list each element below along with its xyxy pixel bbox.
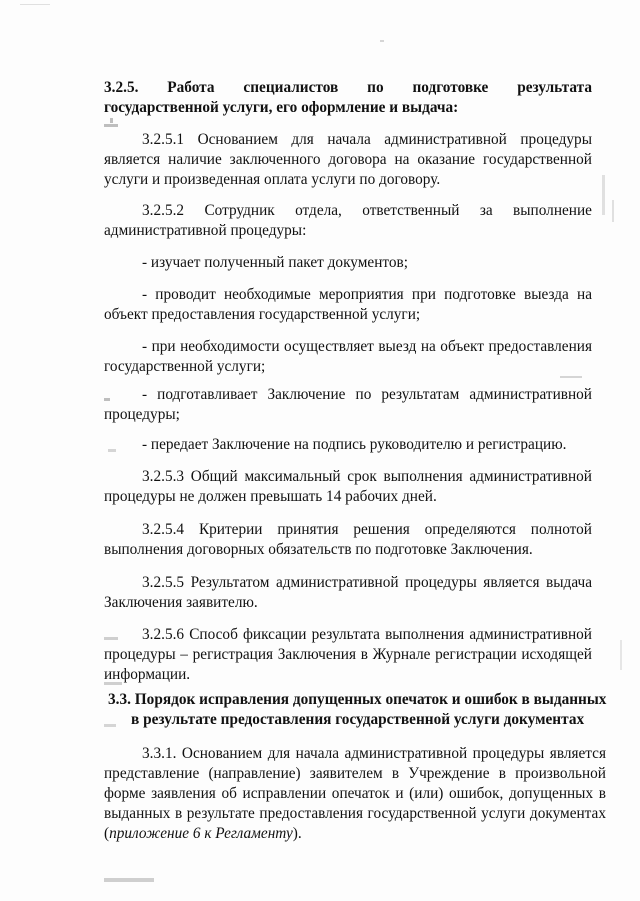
list-item-prepare-visit: - проводит необходимые мероприятия при подготовке выезда на объект предоставления государственной услуги; — [104, 286, 592, 323]
scan-speck — [104, 682, 122, 685]
paragraph-word: отдела, — [295, 202, 342, 219]
scan-speck — [104, 398, 110, 401]
paragraph-3-2-5-1: 3.2.5.1 Основанием для начала административной процедуры является наличие заключенного договора на оказание государственной услуги и произведенная оплата услуги по договору. — [104, 131, 592, 188]
list-item-submit-conclusion: - передает Заключение на подпись руководителю и регистрацию. — [142, 436, 567, 453]
paragraph-word: за — [479, 202, 493, 219]
paragraph-3-3-1-main: 3.3.1. Основанием для начала административной процедуры является представление (направление) заявителем в Учреждение в произвольной форме заявления об исправлении опечаток и (или) ошибок, допущенных в выданных в результате предоставления государственной услуги документах ( — [104, 745, 606, 842]
scan-speck — [104, 124, 118, 127]
scan-speck — [620, 640, 622, 670]
paragraph-3-2-5-5: 3.2.5.5 Результатом административной процедуры является выдача Заключения заявителю. — [104, 574, 592, 611]
paragraph-3-2-5-3: 3.2.5.3 Общий максимальный срок выполнения административной процедуры не должен превышать 14 рабочих дней. — [104, 468, 592, 505]
heading-word: подготовке — [412, 79, 489, 96]
paragraph-word: 3.2.5.2 — [142, 202, 185, 219]
scan-speck — [612, 200, 614, 222]
paragraph-3-3-1-end: ). — [292, 825, 302, 842]
paragraph-word: выполнение — [513, 202, 592, 219]
scan-speck — [20, 4, 50, 5]
paragraph-3-2-5-4: 3.2.5.4 Критерии принятия решения определяются полнотой выполнения договорных обязательств по подготовке Заключения. — [104, 521, 592, 558]
heading-word: результата — [517, 79, 592, 96]
appendix-reference: приложение 6 к Регламенту — [109, 825, 293, 842]
scan-speck — [110, 118, 113, 123]
list-item-study-documents: - изучает полученный пакет документов; — [142, 254, 408, 271]
paragraph-3-2-5-2-line1 — [104, 201, 592, 221]
heading-word: специалистов — [243, 79, 339, 96]
section-3-2-5-heading-line2: государственной услуги, его оформление и выдача: — [104, 99, 459, 116]
list-item-prepare-conclusion: - подготавливает Заключение по результатам административной процедуры; — [104, 386, 592, 423]
scan-speck — [104, 878, 154, 882]
heading-word: Работа — [167, 79, 215, 96]
paragraph-3-3-1 — [104, 744, 606, 844]
section-3-2-5-heading-line1 — [104, 78, 592, 98]
scan-speck — [104, 637, 118, 640]
scan-speck — [104, 724, 116, 727]
heading-word: 3.2.5. — [104, 79, 139, 96]
scan-speck — [560, 376, 582, 378]
scan-speck — [380, 40, 384, 42]
paragraph-3-2-5-6: 3.2.5.6 Способ фиксации результата выполнения административной процедуры – регистрация Заключения в Журнале регистрации исходящей информации. — [104, 626, 592, 683]
paragraph-3-2-5-2-line2: административной процедуры: — [104, 222, 307, 239]
section-3-3-heading-line2: в результате предоставления государственной услуги документах — [131, 711, 585, 728]
list-item-visit-object: - при необходимости осуществляет выезд на объект предоставления государственной услуги; — [104, 338, 592, 375]
heading-word: по — [367, 79, 384, 96]
section-3-3-heading-line1: 3.3. Порядок исправления допущенных опечаток и ошибок в выданных — [108, 691, 607, 708]
paragraph-word: Сотрудник — [204, 202, 275, 219]
scan-speck — [108, 449, 116, 452]
scan-speck — [602, 175, 605, 215]
paragraph-word: ответственный — [362, 202, 460, 219]
